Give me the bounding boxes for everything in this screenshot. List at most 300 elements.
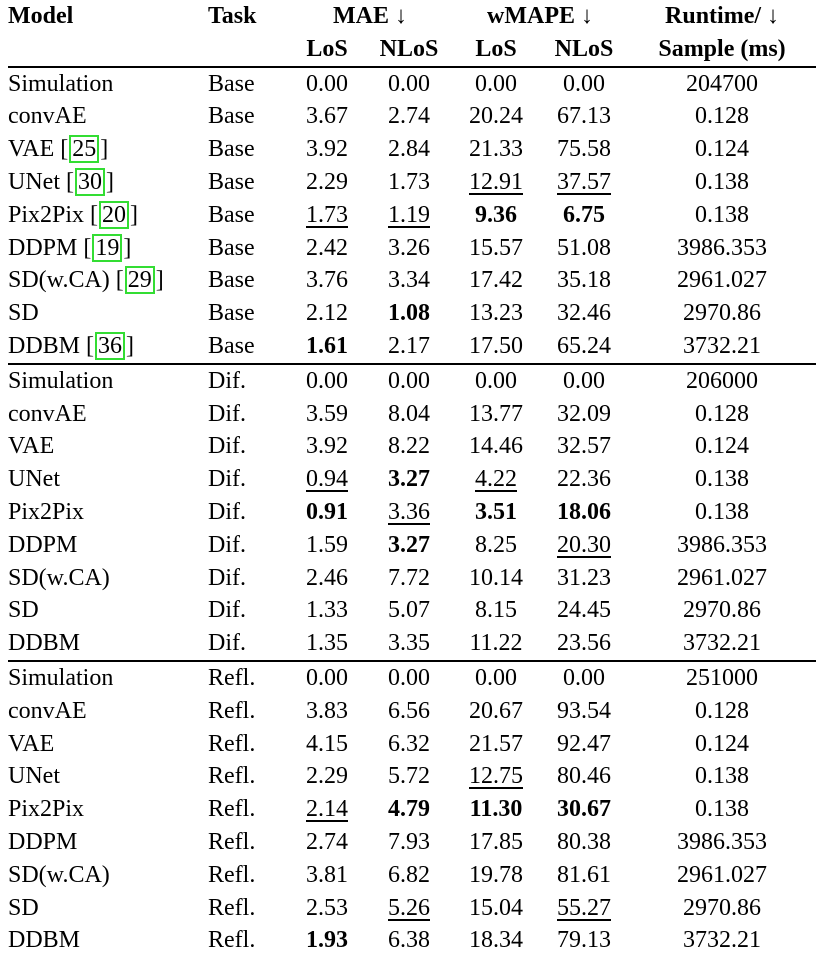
cell-runtime: 0.138 xyxy=(695,763,750,790)
cell-task: Base xyxy=(208,70,255,97)
model-name: VAE xyxy=(8,136,55,163)
model-name: UNet xyxy=(8,168,60,195)
cell-mae-nlos xyxy=(366,892,452,925)
table-row xyxy=(8,661,816,695)
cell-mae-los-value: 3.67 xyxy=(306,103,348,130)
cell-runtime: 2961.027 xyxy=(677,564,768,591)
cell-wmape-nlos-value: 35.18 xyxy=(557,267,611,294)
cell-model xyxy=(8,529,208,562)
table-row xyxy=(8,199,816,232)
cell-mae-los-value: 3.83 xyxy=(306,697,348,724)
cell-wmape-nlos-value: 92.47 xyxy=(557,730,611,757)
cell-wmape-nlos-value: 0.00 xyxy=(563,70,605,97)
citation-link[interactable]: 36 xyxy=(95,332,125,360)
cell-wmape-nlos xyxy=(540,695,628,728)
cell-wmape-los xyxy=(452,695,540,728)
cell-mae-nlos xyxy=(366,627,452,661)
cell-wmape-los-value: 14.46 xyxy=(469,433,523,460)
cell-runtime: 3986.353 xyxy=(677,531,768,558)
cell-mae-los xyxy=(288,924,366,957)
cell-wmape-los xyxy=(452,100,540,133)
cell-mae-nlos-value: 6.32 xyxy=(388,730,430,757)
cell-wmape-nlos xyxy=(540,859,628,892)
model-name: UNet xyxy=(8,466,60,493)
cell-wmape-los xyxy=(452,826,540,859)
cell-mae-los-value: 1.59 xyxy=(306,531,348,558)
cell-mae-nlos-value: 2.84 xyxy=(388,136,430,163)
citation-link[interactable]: 29 xyxy=(125,266,155,294)
cell-wmape-nlos xyxy=(540,892,628,925)
cell-wmape-nlos xyxy=(540,661,628,695)
cell-wmape-nlos-value: 37.57 xyxy=(557,168,611,195)
cell-wmape-los-value: 13.23 xyxy=(469,300,523,327)
table-header xyxy=(8,0,816,67)
model-name: Simulation xyxy=(8,367,114,394)
cell-model xyxy=(8,695,208,728)
cell-wmape-nlos-value: 6.75 xyxy=(563,201,605,228)
cell-task: Dif. xyxy=(208,498,246,525)
cell-mae-nlos-value: 0.00 xyxy=(388,664,430,691)
cell-mae-nlos-value: 3.34 xyxy=(388,267,430,294)
cell-wmape-los-value: 3.51 xyxy=(475,498,517,525)
cell-wmape-nlos xyxy=(540,67,628,101)
cell-task: Refl. xyxy=(208,763,256,790)
cell-task: Base xyxy=(208,300,255,327)
cell-model xyxy=(8,859,208,892)
cell-mae-los xyxy=(288,594,366,627)
cell-mae-los-value: 0.00 xyxy=(306,70,348,97)
cell-mae-nlos-value: 7.72 xyxy=(388,564,430,591)
cell-mae-nlos-value: 1.08 xyxy=(388,300,430,327)
cell-mae-nlos xyxy=(366,826,452,859)
cell-runtime: 204700 xyxy=(686,70,759,97)
table-row xyxy=(8,793,816,826)
cell-runtime: 2961.027 xyxy=(677,267,768,294)
cell-wmape-los xyxy=(452,728,540,761)
cell-wmape-nlos-value: 93.54 xyxy=(557,697,611,724)
header-task-blank xyxy=(208,33,288,67)
cell-runtime: 0.128 xyxy=(695,400,750,427)
cell-mae-los-value: 0.91 xyxy=(306,498,348,525)
cell-wmape-los-value: 20.67 xyxy=(469,697,523,724)
cell-mae-nlos xyxy=(366,594,452,627)
table-row xyxy=(8,594,816,627)
cell-wmape-nlos-value: 81.61 xyxy=(557,861,611,888)
cell-task: Refl. xyxy=(208,828,256,855)
cell-mae-los xyxy=(288,166,366,199)
cell-model xyxy=(8,892,208,925)
cell-wmape-los-value: 11.22 xyxy=(469,630,523,657)
cell-model: Pix2Pix [ 20 ] xyxy=(8,201,139,228)
cell-wmape-nlos-value: 32.46 xyxy=(557,300,611,327)
cell-wmape-los-value: 0.00 xyxy=(475,70,517,97)
cell-mae-nlos-value: 2.17 xyxy=(388,332,430,359)
cell-wmape-los xyxy=(452,264,540,297)
cell-mae-nlos-value: 3.27 xyxy=(388,466,430,493)
cell-mae-nlos xyxy=(366,199,452,232)
cell-wmape-nlos-value: 51.08 xyxy=(557,234,611,261)
cell-wmape-los xyxy=(452,398,540,431)
cell-mae-nlos-value: 1.19 xyxy=(388,201,430,228)
cell-wmape-los-value: 21.33 xyxy=(469,136,523,163)
cell-wmape-los-value: 21.57 xyxy=(469,730,523,757)
cell-mae-los-value: 2.12 xyxy=(306,300,348,327)
cell-mae-nlos xyxy=(366,100,452,133)
cell-wmape-los xyxy=(452,133,540,166)
cell-model xyxy=(8,924,208,957)
cell-mae-los xyxy=(288,67,366,101)
cell-model: DDPM [ 19 ] xyxy=(8,234,132,261)
cell-wmape-nlos xyxy=(540,826,628,859)
cell-mae-los xyxy=(288,133,366,166)
cell-wmape-los-value: 17.42 xyxy=(469,267,523,294)
cell-mae-los xyxy=(288,529,366,562)
table-row xyxy=(8,695,816,728)
cell-mae-los xyxy=(288,398,366,431)
cell-wmape-los-value: 10.14 xyxy=(469,564,523,591)
model-name: SD(w.CA) xyxy=(8,564,110,591)
cell-wmape-los-value: 20.24 xyxy=(469,103,523,130)
cell-model xyxy=(8,364,208,398)
cell-mae-nlos-value: 5.72 xyxy=(388,763,430,790)
cell-mae-los xyxy=(288,100,366,133)
model-name: DDBM xyxy=(8,332,81,359)
cell-runtime: 0.138 xyxy=(695,466,750,493)
cell-model xyxy=(8,760,208,793)
cell-wmape-nlos-value: 80.46 xyxy=(557,763,611,790)
cell-task: Dif. xyxy=(208,433,246,460)
cell-model xyxy=(8,728,208,761)
cell-runtime: 0.128 xyxy=(695,103,750,130)
cell-mae-nlos-value: 5.07 xyxy=(388,597,430,624)
cell-wmape-los xyxy=(452,330,540,364)
model-name: convAE xyxy=(8,400,87,427)
cell-wmape-los-value: 19.78 xyxy=(469,861,523,888)
cell-wmape-los-value: 8.25 xyxy=(475,531,517,558)
cell-task: Base xyxy=(208,201,255,228)
cell-mae-nlos-value: 3.26 xyxy=(388,234,430,261)
cell-mae-nlos-value: 6.82 xyxy=(388,861,430,888)
cell-wmape-los xyxy=(452,661,540,695)
cell-wmape-los xyxy=(452,496,540,529)
cell-mae-nlos-value: 4.79 xyxy=(388,796,430,823)
model-name: VAE xyxy=(8,730,55,757)
cell-mae-nlos xyxy=(366,133,452,166)
cell-mae-los-value: 2.29 xyxy=(306,763,348,790)
cell-mae-los xyxy=(288,364,366,398)
cell-wmape-los xyxy=(452,232,540,265)
cell-task: Refl. xyxy=(208,894,256,921)
table-row xyxy=(8,496,816,529)
cell-wmape-los xyxy=(452,297,540,330)
cell-wmape-los xyxy=(452,166,540,199)
cell-model: UNet [ 30 ] xyxy=(8,168,114,195)
cell-task: Base xyxy=(208,136,255,163)
cell-mae-nlos xyxy=(366,166,452,199)
cell-wmape-los xyxy=(452,529,540,562)
cell-task: Refl. xyxy=(208,796,256,823)
cell-mae-nlos xyxy=(366,463,452,496)
citation-link[interactable]: 19 xyxy=(92,234,122,262)
cell-runtime: 3986.353 xyxy=(677,234,768,261)
cell-wmape-los-value: 15.57 xyxy=(469,234,523,261)
table-row xyxy=(8,760,816,793)
cell-wmape-nlos xyxy=(540,264,628,297)
cell-wmape-nlos xyxy=(540,496,628,529)
cell-mae-los-value: 1.35 xyxy=(306,630,348,657)
cell-wmape-nlos xyxy=(540,463,628,496)
cell-mae-nlos xyxy=(366,496,452,529)
cell-model xyxy=(8,793,208,826)
model-name: Pix2Pix xyxy=(8,498,85,525)
cell-mae-los xyxy=(288,297,366,330)
cell-mae-nlos xyxy=(366,793,452,826)
cell-wmape-nlos xyxy=(540,594,628,627)
table-row xyxy=(8,297,816,330)
model-name: Pix2Pix xyxy=(8,201,85,228)
cell-mae-nlos xyxy=(366,924,452,957)
cell-mae-nlos xyxy=(366,430,452,463)
model-name: Simulation xyxy=(8,70,114,97)
cell-task: Base xyxy=(208,234,255,261)
model-name: SD(w.CA) xyxy=(8,267,110,294)
table-row xyxy=(8,529,816,562)
cell-mae-los-value: 2.14 xyxy=(306,796,348,823)
cell-mae-los xyxy=(288,232,366,265)
cell-mae-los xyxy=(288,463,366,496)
cell-mae-los xyxy=(288,661,366,695)
cell-wmape-nlos xyxy=(540,199,628,232)
cell-mae-los-value: 3.81 xyxy=(306,861,348,888)
cell-runtime: 0.138 xyxy=(695,168,750,195)
cell-mae-nlos xyxy=(366,562,452,595)
cell-wmape-los xyxy=(452,67,540,101)
cell-runtime: 2961.027 xyxy=(677,861,768,888)
cell-wmape-nlos-value: 30.67 xyxy=(557,796,611,823)
cell-wmape-los xyxy=(452,430,540,463)
table-row xyxy=(8,924,816,957)
cell-runtime: 0.138 xyxy=(695,498,750,525)
cell-wmape-nlos xyxy=(540,793,628,826)
cell-mae-nlos-value: 8.22 xyxy=(388,433,430,460)
cell-wmape-nlos-value: 55.27 xyxy=(557,894,611,921)
cell-wmape-nlos xyxy=(540,330,628,364)
cell-mae-nlos-value: 2.74 xyxy=(388,103,430,130)
cell-wmape-nlos-value: 22.36 xyxy=(557,466,611,493)
table-row xyxy=(8,100,816,133)
cell-mae-nlos-value: 3.36 xyxy=(388,498,430,525)
cell-mae-los xyxy=(288,627,366,661)
header-task: Task xyxy=(208,3,257,29)
cell-mae-los xyxy=(288,264,366,297)
header-model-blank xyxy=(8,33,208,67)
cell-mae-nlos xyxy=(366,232,452,265)
table-row xyxy=(8,826,816,859)
citation-link[interactable]: 30 xyxy=(75,168,105,196)
cell-model: DDBM [ 36 ] xyxy=(8,332,135,359)
cell-mae-los xyxy=(288,892,366,925)
cell-task: Refl. xyxy=(208,661,288,695)
table-row xyxy=(8,892,816,925)
cell-task: Base xyxy=(208,267,255,294)
cell-mae-nlos xyxy=(366,529,452,562)
cell-wmape-nlos xyxy=(540,166,628,199)
cell-mae-los-value: 3.59 xyxy=(306,400,348,427)
cell-wmape-nlos-value: 80.38 xyxy=(557,828,611,855)
cell-task: Dif. xyxy=(208,564,246,591)
cell-wmape-los xyxy=(452,859,540,892)
cell-wmape-los-value: 8.15 xyxy=(475,597,517,624)
cell-wmape-nlos-value: 32.09 xyxy=(557,400,611,427)
cell-mae-los-value: 0.94 xyxy=(306,466,348,493)
cell-mae-nlos xyxy=(366,364,452,398)
model-name: Pix2Pix xyxy=(8,796,85,823)
cell-mae-los xyxy=(288,793,366,826)
cell-mae-los xyxy=(288,496,366,529)
results-table xyxy=(8,0,816,957)
header-wmape-los: LoS xyxy=(452,33,540,67)
cell-model xyxy=(8,430,208,463)
cell-wmape-nlos xyxy=(540,398,628,431)
cell-mae-los-value: 2.29 xyxy=(306,168,348,195)
cell-mae-los xyxy=(288,695,366,728)
cell-runtime: 206000 xyxy=(628,364,816,398)
cell-wmape-nlos xyxy=(540,529,628,562)
cell-wmape-nlos xyxy=(540,100,628,133)
cell-mae-los-value: 2.42 xyxy=(306,234,348,261)
model-name: SD xyxy=(8,300,39,327)
cell-mae-los xyxy=(288,760,366,793)
table-row xyxy=(8,463,816,496)
cell-mae-nlos-value: 7.93 xyxy=(388,828,430,855)
cell-mae-nlos-value: 1.73 xyxy=(388,168,430,195)
cell-model: VAE [ 25 ] xyxy=(8,136,109,163)
cell-model xyxy=(8,562,208,595)
cell-task: Base xyxy=(208,332,255,359)
cell-model xyxy=(8,297,208,330)
cell-task: Dif. xyxy=(208,630,246,657)
cell-model xyxy=(8,496,208,529)
cell-wmape-nlos xyxy=(540,232,628,265)
cell-mae-nlos xyxy=(366,297,452,330)
cell-model xyxy=(8,463,208,496)
table-row xyxy=(8,166,816,199)
model-name: DDBM xyxy=(8,630,81,657)
model-name: DDPM xyxy=(8,531,78,558)
cell-task: Base xyxy=(208,103,255,130)
table-row xyxy=(8,67,816,101)
cell-wmape-nlos-value: 67.13 xyxy=(557,103,611,130)
model-name: convAE xyxy=(8,103,87,130)
model-name: Simulation xyxy=(8,664,114,691)
cell-wmape-nlos-value: 32.57 xyxy=(557,433,611,460)
cell-wmape-nlos xyxy=(540,728,628,761)
header-model: Model xyxy=(8,3,74,29)
cell-runtime: 3986.353 xyxy=(677,828,768,855)
table-row xyxy=(8,232,816,265)
table-row xyxy=(8,562,816,595)
cell-mae-los-value: 2.46 xyxy=(306,564,348,591)
cell-wmape-los-value: 12.91 xyxy=(469,168,523,195)
header-mae: MAE ↓ xyxy=(333,3,407,29)
cell-wmape-los xyxy=(452,924,540,957)
cell-runtime: 2970.86 xyxy=(683,597,762,624)
cell-task: Dif. xyxy=(208,597,246,624)
cell-mae-los xyxy=(288,199,366,232)
model-name: convAE xyxy=(8,697,87,724)
cell-wmape-los-value: 4.22 xyxy=(475,466,517,493)
cell-mae-nlos-value: 3.35 xyxy=(388,630,430,657)
model-name: DDPM xyxy=(8,828,78,855)
cell-wmape-nlos xyxy=(540,430,628,463)
cell-task: Refl. xyxy=(208,697,256,724)
cell-wmape-los xyxy=(452,627,540,661)
cell-mae-nlos xyxy=(366,67,452,101)
cell-task: Dif. xyxy=(208,466,246,493)
cell-runtime: 2970.86 xyxy=(683,300,762,327)
citation-link[interactable]: 25 xyxy=(69,135,99,163)
header-wmape-nlos: NLoS xyxy=(540,33,628,67)
cell-mae-los xyxy=(288,859,366,892)
table-row xyxy=(8,133,816,166)
cell-model xyxy=(8,398,208,431)
cell-wmape-los xyxy=(452,199,540,232)
cell-wmape-nlos xyxy=(540,627,628,661)
cell-wmape-los-value: 17.85 xyxy=(469,828,523,855)
header-runtime-unit: Sample (ms) xyxy=(628,33,816,67)
cell-model xyxy=(8,67,208,101)
cell-mae-nlos xyxy=(366,695,452,728)
cell-mae-los-value: 4.15 xyxy=(306,730,348,757)
cell-task: Refl. xyxy=(208,861,256,888)
cell-mae-los xyxy=(288,728,366,761)
cell-runtime: 0.124 xyxy=(695,433,750,460)
cell-wmape-nlos xyxy=(540,364,628,398)
cell-task: Dif. xyxy=(208,531,246,558)
cell-runtime: 2970.86 xyxy=(683,894,762,921)
cell-mae-los-value: 1.93 xyxy=(306,927,348,954)
cell-mae-nlos xyxy=(366,398,452,431)
cell-wmape-nlos-value: 23.56 xyxy=(557,630,611,657)
table-row xyxy=(8,264,816,297)
model-name: DDPM xyxy=(8,234,78,261)
cell-task: Refl. xyxy=(208,730,256,757)
cell-wmape-nlos-value: 31.23 xyxy=(557,564,611,591)
cell-wmape-nlos-value: 65.24 xyxy=(557,332,611,359)
cell-wmape-los-value: 0.00 xyxy=(475,367,517,394)
cell-model: SD(w.CA) [ 29 ] xyxy=(8,267,164,294)
cell-wmape-los-value: 15.04 xyxy=(469,894,523,921)
cell-mae-nlos xyxy=(366,859,452,892)
cell-runtime: 251000 xyxy=(628,661,816,695)
cell-wmape-los xyxy=(452,760,540,793)
cell-mae-los xyxy=(288,826,366,859)
header-mae-los: LoS xyxy=(288,33,366,67)
cell-runtime: 0.138 xyxy=(695,201,750,228)
header-runtime: Runtime/ ↓ xyxy=(665,3,780,29)
cell-mae-nlos xyxy=(366,661,452,695)
cell-mae-nlos-value: 0.00 xyxy=(388,70,430,97)
cell-mae-nlos xyxy=(366,760,452,793)
cell-model xyxy=(8,661,208,695)
cell-wmape-nlos xyxy=(540,562,628,595)
citation-link[interactable]: 20 xyxy=(99,201,129,229)
cell-wmape-nlos xyxy=(540,297,628,330)
cell-runtime: 3732.21 xyxy=(683,630,762,657)
cell-mae-los-value: 2.74 xyxy=(306,828,348,855)
model-name: VAE xyxy=(8,433,55,460)
cell-runtime: 0.138 xyxy=(695,796,750,823)
